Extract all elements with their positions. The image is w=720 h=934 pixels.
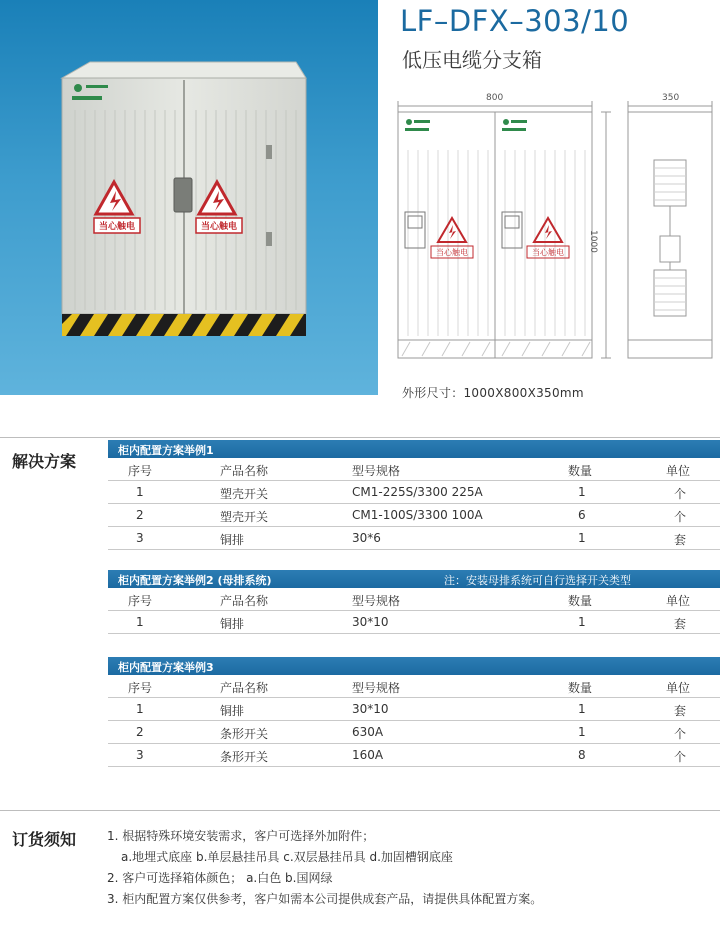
table-row (108, 504, 720, 527)
config-table-title: 柜内配置方案举例3 (118, 661, 214, 674)
cell-spec: 30*10 (352, 702, 389, 716)
divider (0, 810, 720, 811)
table-row (108, 721, 720, 744)
cell-spec: 160A (352, 748, 384, 762)
cell-qty: 1 (578, 725, 586, 739)
table-row (108, 527, 720, 550)
drawing-warning-label-left: 当心触电 (436, 248, 468, 257)
drawing-lines (0, 0, 720, 380)
cell-name: 条形开关 (220, 727, 269, 741)
cell-unit: 个 (674, 510, 687, 524)
config-table-title-bar (108, 440, 720, 458)
product-name: 低压电缆分支箱 (402, 48, 542, 72)
cell-spec: CM1-100S/3300 100A (352, 508, 483, 522)
col-header-index: 序号 (128, 464, 153, 478)
col-header-spec: 型号规格 (352, 594, 401, 608)
ordering-heading: 订货须知 (12, 830, 77, 849)
table-header-row (108, 588, 720, 611)
cell-qty: 6 (578, 508, 586, 522)
col-header-index: 序号 (128, 681, 153, 695)
cell-spec: CM1-225S/3300 225A (352, 485, 483, 499)
technical-drawing (0, 0, 720, 380)
config-table-title-bar (108, 570, 720, 588)
config-table-1 (108, 440, 720, 550)
table-row (108, 611, 720, 634)
cell-spec: 630A (352, 725, 384, 739)
ordering-notes (107, 826, 542, 910)
table-row (108, 481, 720, 504)
config-table-title: 柜内配置方案举例2 (母排系统) (118, 574, 272, 587)
cell-index: 3 (136, 748, 144, 762)
cell-qty: 1 (578, 485, 586, 499)
table-row (108, 744, 720, 767)
cell-qty: 1 (578, 615, 586, 629)
solutions-heading: 解决方案 (12, 452, 77, 471)
cell-qty: 1 (578, 702, 586, 716)
config-table-title: 柜内配置方案举例1 (118, 444, 214, 457)
drawing-width-label: 800 (486, 93, 504, 103)
overall-dimensions: 外形尺寸：1000X800X350mm (402, 386, 584, 400)
col-header-qty: 数量 (568, 464, 593, 478)
cell-name: 铜排 (220, 533, 245, 547)
cell-index: 1 (136, 702, 144, 716)
cell-name: 塑壳开关 (220, 510, 269, 524)
col-header-index: 序号 (128, 594, 153, 608)
cell-index: 3 (136, 531, 144, 545)
cell-index: 1 (136, 615, 144, 629)
drawing-depth-label: 350 (662, 93, 680, 103)
config-table-2 (108, 570, 720, 634)
cell-name: 铜排 (220, 704, 245, 718)
cell-unit: 套 (674, 617, 687, 631)
cell-index: 2 (136, 508, 144, 522)
cell-spec: 30*10 (352, 615, 389, 629)
cell-spec: 30*6 (352, 531, 381, 545)
cell-unit: 个 (674, 487, 687, 501)
cell-qty: 8 (578, 748, 586, 762)
config-table-note: 注：安装母排系统可自行选择开关类型 (444, 574, 631, 587)
cell-unit: 套 (674, 704, 687, 718)
cell-name: 铜排 (220, 617, 245, 631)
config-table-3 (108, 657, 720, 767)
col-header-unit: 单位 (666, 681, 691, 695)
col-header-unit: 单位 (666, 464, 691, 478)
ordering-note-line: 3. 柜内配置方案仅供参考，客户如需本公司提供成套产品，请提供具体配置方案。 (107, 892, 543, 906)
cell-index: 2 (136, 725, 144, 739)
cell-unit: 个 (674, 727, 687, 741)
cell-index: 1 (136, 485, 144, 499)
col-header-qty: 数量 (568, 681, 593, 695)
photo-warning-label-right: 当心触电 (200, 222, 237, 232)
cell-unit: 个 (674, 750, 687, 764)
ordering-note-line: a.地埋式底座 b.单层悬挂吊具 c.双层悬挂吊具 d.加固槽钢底座 (121, 850, 453, 864)
col-header-unit: 单位 (666, 594, 691, 608)
config-table-title-bar (108, 657, 720, 675)
col-header-spec: 型号规格 (352, 464, 401, 478)
col-header-spec: 型号规格 (352, 681, 401, 695)
table-header-row (108, 675, 720, 698)
col-header-name: 产品名称 (220, 594, 269, 608)
col-header-name: 产品名称 (220, 464, 269, 478)
drawing-height-label: 1000 (588, 230, 598, 253)
ordering-note-line: 2. 客户可选择箱体颜色； a.白色 b.国网绿 (107, 871, 333, 885)
divider (0, 437, 720, 438)
col-header-qty: 数量 (568, 594, 593, 608)
cell-name: 条形开关 (220, 750, 269, 764)
drawing-warning-label-right: 当心触电 (532, 248, 564, 257)
table-row (108, 698, 720, 721)
photo-warning-label-left: 当心触电 (98, 222, 135, 232)
model-number: LF–DFX–303/10 (400, 4, 630, 38)
cell-qty: 1 (578, 531, 586, 545)
table-header-row (108, 458, 720, 481)
col-header-name: 产品名称 (220, 681, 269, 695)
ordering-note-line: 1. 根据特殊环境安装需求，客户可选择外加附件； (107, 829, 375, 843)
cell-name: 塑壳开关 (220, 487, 269, 501)
cell-unit: 套 (674, 533, 687, 547)
